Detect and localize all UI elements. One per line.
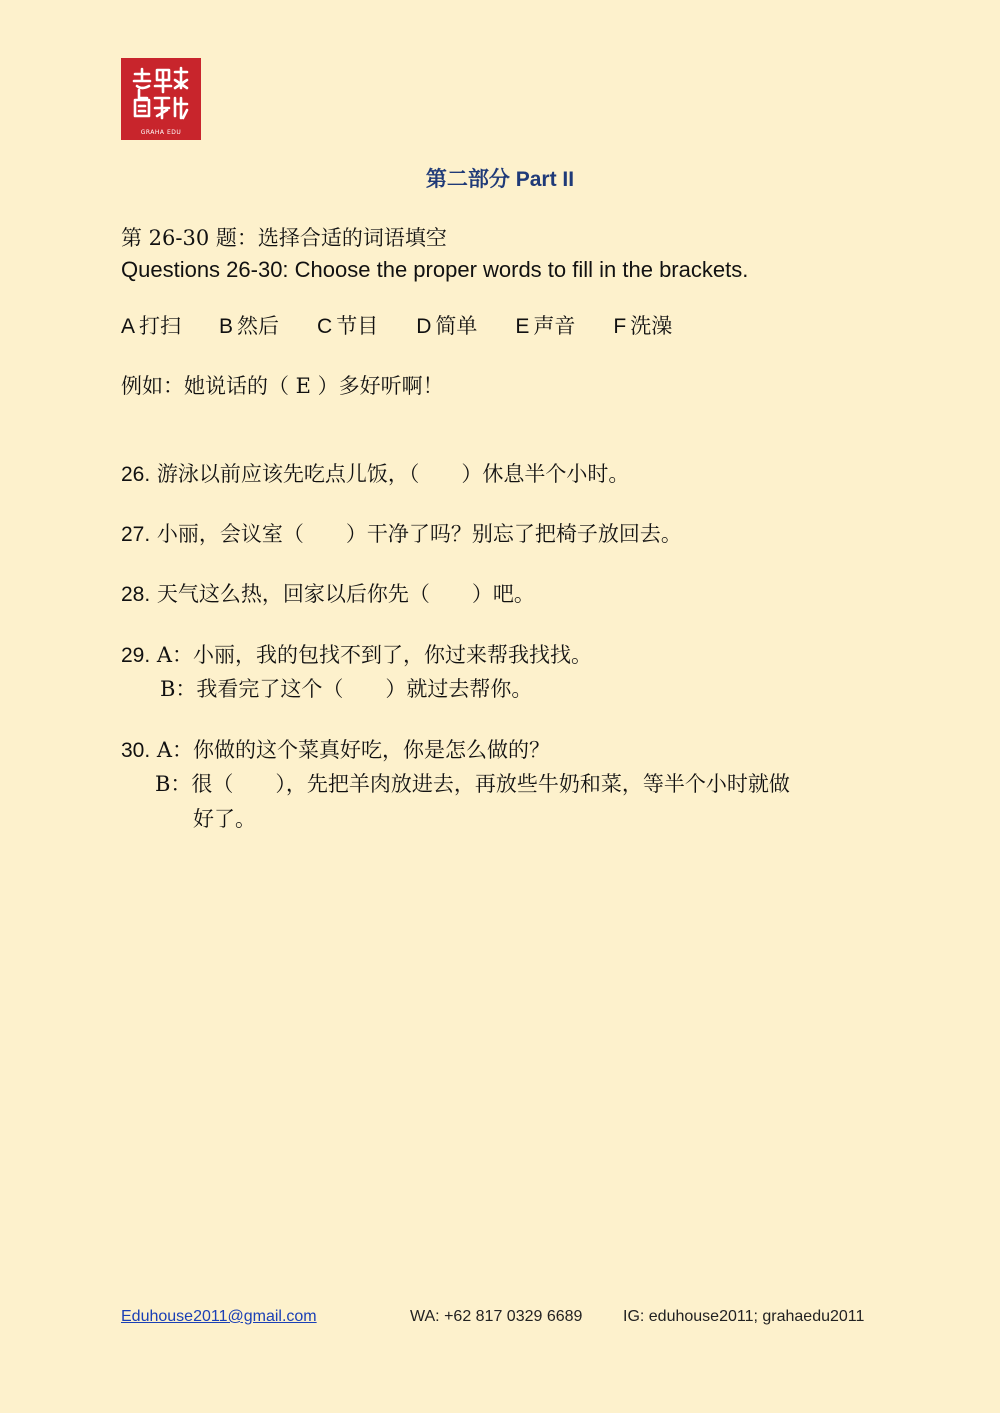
option-e: E 声音 [515, 314, 576, 338]
option-c: C 节目 [317, 314, 379, 338]
question-27: 27. 小丽，会议室（ ）干净了吗？别忘了把椅子放回去。 [121, 522, 682, 546]
instruction-english: Questions 26-30: Choose the proper words to fill in the brackets. [121, 257, 749, 282]
question-29-line-a: 29. A：小丽，我的包找不到了，你过来帮我找找。 [121, 643, 593, 667]
question-30-line-b: B：很（ ），先把羊肉放进去，再放些牛奶和菜，等半个小时就做 [155, 772, 790, 796]
question-30-line-a: 30. A：你做的这个菜真好吃，你是怎么做的？ [121, 738, 551, 762]
logo-seal-icon [131, 66, 191, 122]
logo-caption: GRAHA EDU [140, 129, 182, 136]
option-d: D 简单 [416, 314, 478, 338]
section-title: 第二部分 Part II [425, 168, 575, 191]
instruction-chinese: 第 26-30 题：选择合适的词语填空 [121, 226, 447, 250]
graha-edu-logo [121, 58, 201, 140]
question-29-line-b: B：我看完了这个（ ）就过去帮你。 [160, 677, 533, 701]
question-28: 28. 天气这么热，回家以后你先（ ）吧。 [121, 582, 535, 606]
option-a: A 打扫 [121, 314, 182, 338]
example-sentence: 例如：她说话的（ E ）多好听啊！ [121, 374, 444, 398]
option-f: F 洗澡 [613, 314, 673, 338]
footer-whatsapp: WA: +62 817 0329 6689 [410, 1308, 583, 1325]
footer-instagram: IG: eduhouse2011; grahaedu2011 [623, 1308, 865, 1325]
question-26: 26. 游泳以前应该先吃点儿饭，（ ）休息半个小时。 [121, 462, 630, 486]
question-30-line-c: 好了。 [193, 807, 256, 831]
word-options [121, 312, 710, 341]
option-b: B 然后 [219, 314, 280, 338]
footer-email-link[interactable]: Eduhouse2011@gmail.com [121, 1308, 317, 1325]
